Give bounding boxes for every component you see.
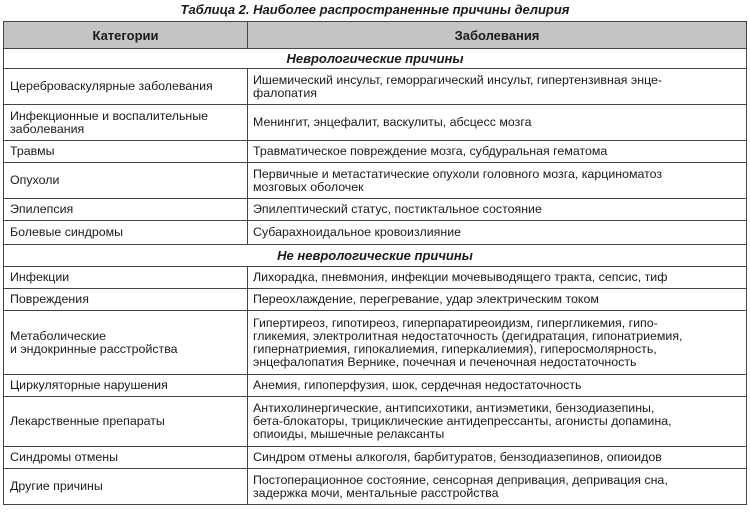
table-row [4, 141, 747, 163]
category-line: Метаболические [10, 328, 107, 343]
disease-line: Переохлаждение, перегревание, удар электрическим током [253, 292, 599, 306]
disease-line: Первичные и метастатические опухоли головного мозга, карциноматоз [253, 166, 663, 181]
category-line: Повреждения [10, 292, 89, 306]
disease-line: задержка мочи, ментальные расстройства [253, 485, 499, 500]
category-line: Другие причины [10, 479, 103, 493]
category-cell [4, 163, 248, 199]
disease-line: Синдром отмены алкоголя, барбитуратов, бензодиазепинов, опиоидов [253, 450, 662, 464]
table-row [4, 289, 747, 311]
table-caption: Таблица 2. Наиболее распространенные причины делирия [180, 2, 570, 17]
table-body [4, 49, 747, 505]
disease-cell [248, 397, 747, 447]
disease-line: Ишемический инсульт, геморрагический инсульт, гипертензивная энце- [253, 72, 663, 87]
disease-line: энцефалопатия Вернике, почечная и печеночная недостаточность [253, 354, 637, 369]
disease-line: гликемия, электролитная недостаточность (дегидратация, гипонатриемия, [253, 328, 683, 343]
category-line: Циркуляторные нарушения [10, 378, 168, 392]
category-cell [4, 469, 248, 505]
disease-cell [248, 447, 747, 469]
category-cell [4, 311, 248, 375]
category-line: и эндокринные расстройства [10, 341, 178, 356]
category-line: Инфекции [10, 270, 70, 284]
category-line: Опухоли [10, 173, 60, 187]
disease-line: Анемия, гипоперфузия, шок, сердечная недостаточность [253, 378, 582, 392]
table-row [4, 397, 747, 447]
table-row [4, 447, 747, 469]
disease-line: Антихолинергические, антипсихотики, антиэметики, бензодиазепины, [253, 401, 655, 415]
disease-line: гипернатриемия, гипокалиемия, гиперкалиемия), гиперосмолярность, [253, 341, 657, 356]
disease-cell [248, 267, 747, 289]
category-line: Цереброваскулярные заболевания [10, 79, 213, 93]
category-line: Синдромы отмены [10, 450, 119, 464]
disease-cell [248, 469, 747, 505]
section-title: Не неврологические причины [4, 245, 747, 267]
section-row [4, 49, 747, 69]
table-row [4, 375, 747, 397]
disease-cell [248, 105, 747, 141]
disease-line: Гипертиреоз, гипотиреоз, гиперпаратиреоидизм, гипергликемия, гипо- [253, 315, 658, 330]
category-cell [4, 199, 248, 221]
category-line: Болевые синдромы [10, 225, 124, 239]
table-row [4, 69, 747, 105]
disease-line: мозговых оболочек [253, 179, 364, 194]
category-line: Эпилепсия [10, 202, 74, 216]
disease-line: Субарахноидальное кровоизлияние [253, 225, 462, 239]
category-line: Инфекционные и воспалительные [10, 108, 209, 123]
disease-line: Травматическое повреждение мозга, субдуральная гематома [253, 144, 608, 158]
category-cell [4, 267, 248, 289]
category-line: Лекарственные препараты [10, 414, 165, 428]
disease-cell [248, 163, 747, 199]
disease-line: бета-блокаторы, трициклические антидепрессанты, агонисты допамина, [253, 414, 672, 428]
header-category: Категории [4, 22, 248, 49]
disease-line: опиоиды, мышечные релаксанты [253, 427, 445, 441]
disease-cell [248, 221, 747, 245]
table-row [4, 267, 747, 289]
disease-cell [248, 69, 747, 105]
disease-cell [248, 289, 747, 311]
category-cell [4, 105, 248, 141]
table-row [4, 221, 747, 245]
category-line: заболевания [10, 121, 85, 136]
category-line: Травмы [10, 144, 55, 158]
category-cell [4, 221, 248, 245]
header-disease: Заболевания [248, 22, 747, 49]
category-cell [4, 447, 248, 469]
table-row [4, 469, 747, 505]
table-row [4, 311, 747, 375]
disease-line: Эпилептический статус, постиктальное состояние [253, 202, 542, 216]
disease-cell [248, 199, 747, 221]
section-row [4, 245, 747, 267]
category-cell [4, 289, 248, 311]
delirium-causes-table [3, 21, 747, 505]
header-row [4, 22, 747, 49]
category-cell [4, 69, 248, 105]
disease-cell [248, 375, 747, 397]
category-cell [4, 375, 248, 397]
table-row [4, 199, 747, 221]
table-row [4, 163, 747, 199]
disease-cell [248, 141, 747, 163]
category-cell [4, 141, 248, 163]
disease-cell [248, 311, 747, 375]
category-cell [4, 397, 248, 447]
table-row [4, 105, 747, 141]
disease-line: фалопатия [253, 85, 317, 100]
disease-line: Постоперационное состояние, сенсорная депривация, депривация сна, [253, 472, 668, 487]
disease-line: Лихорадка, пневмония, инфекции мочевыводящего тракта, сепсис, тиф [253, 270, 668, 284]
disease-line: Менингит, энцефалит, васкулиты, абсцесс мозга [253, 115, 532, 129]
section-title: Неврологические причины [4, 49, 747, 69]
